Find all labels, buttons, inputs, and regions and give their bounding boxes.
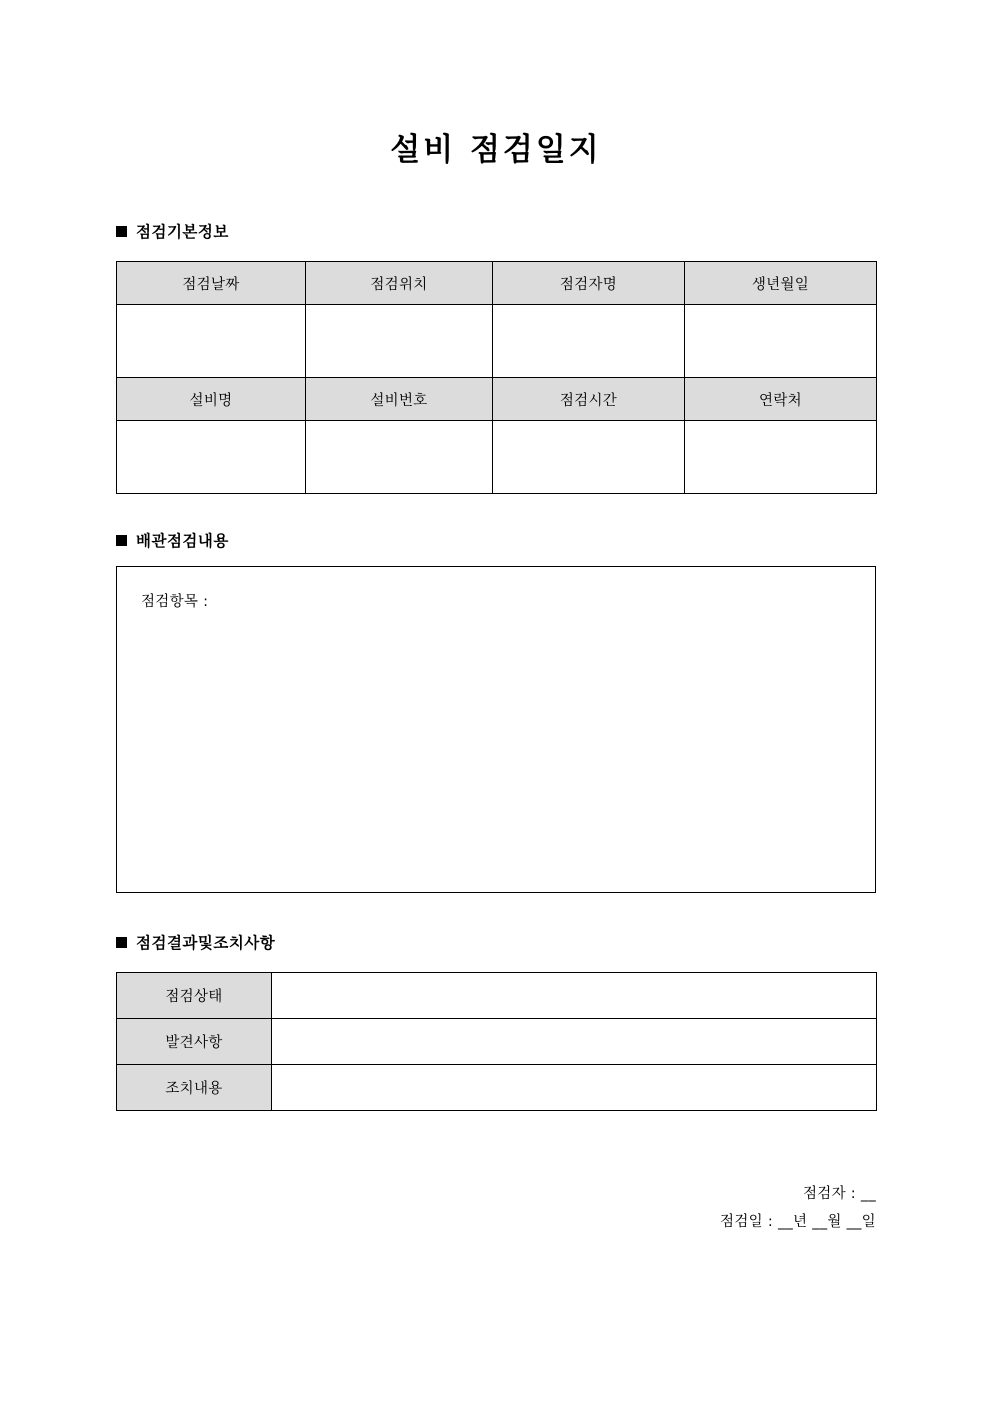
header-cell-birth-date: 생년월일 <box>685 262 877 305</box>
input-cell-inspection-location[interactable] <box>306 305 493 378</box>
table-row <box>117 262 877 305</box>
input-cell-inspection-date[interactable] <box>117 305 306 378</box>
header-cell-inspection-date: 점검날짜 <box>117 262 306 305</box>
section-heading-basic-info-label: 점검기본정보 <box>136 223 229 241</box>
square-bullet-icon <box>116 226 127 237</box>
section-heading-result-label: 점검결과및조치사항 <box>136 934 276 952</box>
input-cell-equipment-name[interactable] <box>117 421 306 494</box>
table-row <box>117 378 877 421</box>
signature-footer <box>116 1180 876 1237</box>
header-cell-contact: 연락처 <box>685 378 877 421</box>
header-cell-inspector-name: 점검자명 <box>493 262 685 305</box>
piping-inspection-box[interactable] <box>116 566 876 893</box>
input-cell-inspection-status[interactable] <box>272 973 877 1019</box>
header-cell-inspection-time: 점검시간 <box>493 378 685 421</box>
table-row <box>117 1065 877 1111</box>
page-title: 설비 점검일지 <box>390 132 602 168</box>
table-row <box>117 305 877 378</box>
square-bullet-icon <box>116 937 127 948</box>
input-cell-inspector-name[interactable] <box>493 305 685 378</box>
section-heading-piping-label: 배관점검내용 <box>136 532 229 550</box>
table-row <box>117 973 877 1019</box>
input-cell-equipment-number[interactable] <box>306 421 493 494</box>
header-cell-equipment-name: 설비명 <box>117 378 306 421</box>
section-heading-piping <box>116 534 229 550</box>
input-cell-contact[interactable] <box>685 421 877 494</box>
footer-inspector-line: 점검자 : __ <box>802 1186 876 1202</box>
input-cell-birth-date[interactable] <box>685 305 877 378</box>
table-row <box>117 421 877 494</box>
table-row <box>117 1019 877 1065</box>
header-cell-inspection-location: 점검위치 <box>306 262 493 305</box>
input-cell-actions-taken[interactable] <box>272 1065 877 1111</box>
row-label-findings: 발견사항 <box>117 1019 272 1065</box>
square-bullet-icon <box>116 535 127 546</box>
input-cell-findings[interactable] <box>272 1019 877 1065</box>
header-cell-equipment-number: 설비번호 <box>306 378 493 421</box>
input-cell-inspection-time[interactable] <box>493 421 685 494</box>
row-label-inspection-status: 점검상태 <box>117 973 272 1019</box>
piping-items-label: 점검항목 : <box>141 594 209 610</box>
row-label-actions-taken: 조치내용 <box>117 1065 272 1111</box>
inspection-result-table <box>116 972 877 1111</box>
basic-info-table <box>116 261 877 494</box>
section-heading-basic-info <box>116 225 229 241</box>
section-heading-result <box>116 936 275 952</box>
footer-date-line: 점검일 : __년 __월 __일 <box>720 1214 876 1231</box>
